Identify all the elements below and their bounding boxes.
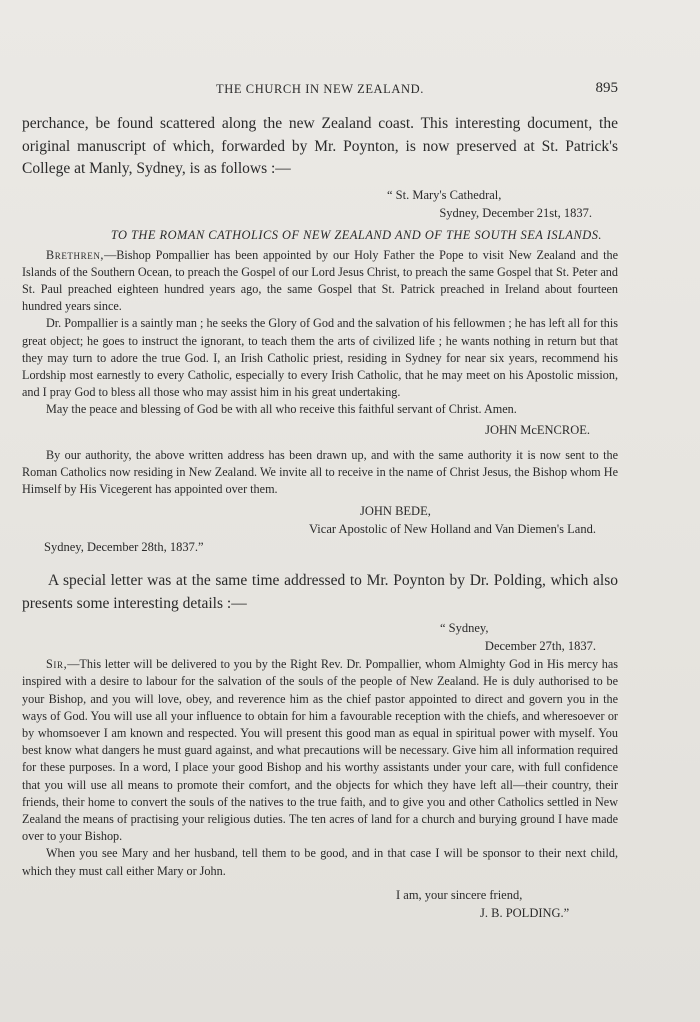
letter1-signature: JOHN McENCROE.	[485, 422, 590, 437]
letter1-paragraph-3: May the peace and blessing of God be with all who receive this faithful servant of Christ. Amen.	[46, 402, 517, 417]
letter2-signature: J. B. POLDING.”	[480, 905, 570, 920]
letter1-date: Sydney, December 21st, 1837.	[439, 205, 592, 220]
page-number: 895	[595, 80, 618, 96]
letter2-place: “ Sydney,	[440, 621, 489, 636]
letter1-salutation: Brethren,	[46, 247, 105, 262]
letter1-sig-date: Sydney, December 28th, 1837.”	[44, 540, 204, 555]
intro-paragraph: perchance, be found scattered along the new Zealand coast. This interesting document, the original manuscript of which, forwarded by Mr. Poynton, is now preserved at St. Patrick's College at Manly, Sydney, is as follows :—	[22, 115, 618, 177]
letter2-date: December 27th, 1837.	[484, 639, 596, 654]
letter1-paragraph-1	[22, 247, 618, 316]
transition-paragraph: A special letter was at the same time addressed to Mr. Poynton by Dr. Polding, which also presents some interesting details :—	[22, 572, 618, 612]
letter1-heading: TO THE ROMAN CATHOLICS OF NEW ZEALAND AND OF THE SOUTH SEA ISLANDS.	[110, 227, 602, 242]
letter1-paragraph-1-text: —Bishop Pompallier has been appointed by our Holy Father the Pope to visit New Zealand and the Islands of the Southern Ocean, to preach the Gospel of our Lord Jesus Christ, to preach the same Gospel that St. Peter and St. Paul preached eighteen hundred years ago, the same Gospel that St. Patrick preached in Ireland about fourteen hundred years since.	[22, 247, 618, 314]
letter2-paragraph-1	[22, 656, 618, 845]
letter1-sig-name: JOHN BEDE,	[360, 504, 431, 519]
letter1-sig-title: Vicar Apostolic of New Holland and Van Diemen's Land.	[309, 522, 596, 537]
letter2-salutation: Sir,	[46, 657, 68, 672]
page-header	[22, 82, 618, 102]
letter1-paragraph-2: Dr. Pompallier is a saintly man ; he seeks the Glory of God and the salvation of his fellowmen ; he has left all for this great object; he goes to instruct the ignorant, to teach them the arts of civilized life ; he wants nothing in return but that they may turn to adore the true God. I, an Irish Catholic priest, residing in Sydney for near six years, recommend his Lordship most earnestly to every Catholic, especially to every Irish Catholic, that he may meet on his Apostolic mission, and I pray God to bless all those who may assist him in his great undertaking.	[22, 316, 619, 400]
letter2-paragraph-1-text: —This letter will be delivered to you by the Right Rev. Dr. Pompallier, whom Almighty God in His mercy has inspired with a desire to labour for the salvation of the souls of the people of New Zealand. He is duly authorised to be your Bishop, and you will love, obey, and reverence him as the chief pastor appointed to direct and govern you in the ways of God. You will use all your influence to obtain for him a favourable reception with the chiefs, and wheresoever or by whomsoever I am known and respected. You will present this good man as equal in spiritual power with myself. You best know what dangers he must guard against, and what precautions will be necessary. Give him all information required for these purposes. In a word, I place your good Bishop and his worthy assistants under your care, with full confidence that you will use all means to promote their comfort, and the objects for which they have left all—their country, their friends, their home to convert the souls of the natives to the true faith, and to give you and other Catholics settled in New Zealand the means of practising your religious duties. The ten acres of land for a church and burying ground I have made over to your Bishop.	[22, 657, 618, 844]
page-body	[22, 113, 618, 922]
letter1-place: “ St. Mary's Cathedral,	[387, 187, 502, 202]
letter1-paragraph-4: By our authority, the above written address has been drawn up, and with the same authority it is now sent to the Roman Catholics now residing in New Zealand. We invite all to receive in the name of Christ Jesus, the Bishop whom He Himself by His Vicegerent has appointed over them.	[22, 447, 618, 496]
letter2-closing: I am, your sincere friend,	[396, 887, 523, 902]
letter2-paragraph-2: When you see Mary and her husband, tell them to be good, and in that case I will be sponsor to their next child, which they must call either Mary or John.	[22, 846, 618, 878]
running-title: THE CHURCH IN NEW ZEALAND.	[215, 82, 425, 96]
